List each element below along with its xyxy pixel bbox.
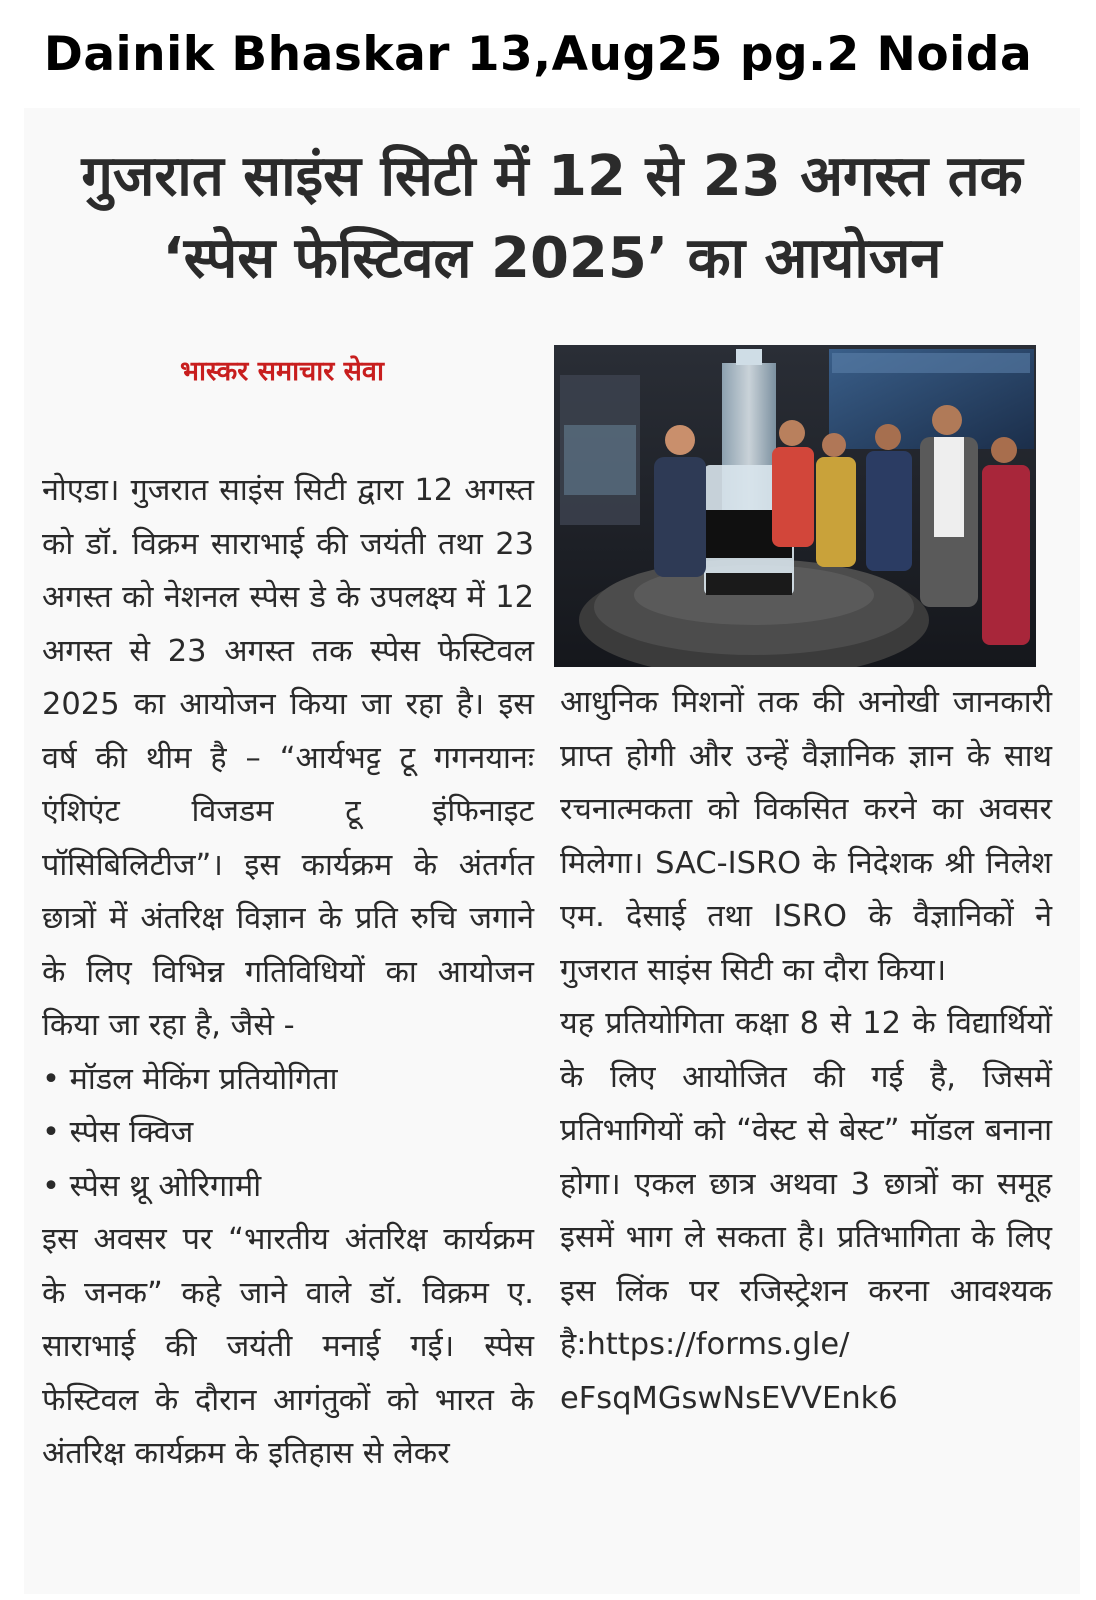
headline-line-2: ‘स्पेस फेस्टिवल 2025’ का आयोजन (162, 226, 942, 291)
byline: भास्कर समाचार सेवा (180, 356, 384, 387)
headline-line-1: गुजरात साइंस सिटी में 12 से 23 अगस्त तक (81, 144, 1023, 209)
activity-item: • स्पेस थ्रू ओरिगामी (42, 1168, 262, 1204)
clipping-source-header (0, 0, 1096, 108)
left-column (42, 464, 534, 1481)
article-paragraph-1: नोएडा। गुजरात साइंस सिटी द्वारा 12 अगस्त को डॉ. विक्रम साराभाई की जयंती तथा 23 अगस्त को नेशनल स्पेस डे के उपलक्ष्य में 12 अगस्त से 23 अगस्त तक स्पेस फेस्टिवल 2025 का आयोजन किया जा रहा है। इस वर्ष की थीम है – “आर्यभट्ट टू गगनयानः एंशिएंट विजडम टू इंफिनाइट पॉसिबिलिटीज”। इस कार्यक्रम के अंतर्गत छात्रों में अंतरिक्ष विज्ञान के प्रति रुचि जगाने के लिए विभिन्न गतिविधियों का आयोजन किया जा रहा है, जैसे - (42, 473, 534, 1043)
article-paragraph-3: आधुनिक मिशनों तक की अनोखी जानकारी प्राप्त होगी और उन्हें वैज्ञानिक ज्ञान के साथ रचनात्मकता को विकसित करने का अवसर मिलेगा। SAC-ISRO के निदेशक श्री निलेश एम. देसाई तथा ISRO के वैज्ञानिकों ने गुजरात साइंस सिटी का दौरा किया। (560, 685, 1052, 988)
article-paragraph-2: इस अवसर पर “भारतीय अंतरिक्ष कार्यक्रम के जनक” कहे जाने वाले डॉ. विक्रम ए. साराभाई की जयंती मनाई गई। स्पेस फेस्टिवल के दौरान आगंतुकों को भारत के अंतरिक्ष कार्यक्रम के इतिहास से लेकर (42, 1222, 534, 1471)
source-caption: Dainik Bhaskar 13,Aug25 pg.2 Noida (43, 26, 1033, 82)
activity-item: • मॉडल मेकिंग प्रतियोगिता (42, 1061, 338, 1097)
activity-list (42, 1053, 534, 1214)
right-column (560, 676, 1052, 1425)
article-photo (554, 345, 1036, 667)
newspaper-clipping (24, 108, 1080, 1594)
activity-item: • स्पेस क्विज (42, 1115, 194, 1150)
headline (24, 136, 1080, 300)
article-paragraph-4: यह प्रतियोगिता कक्षा 8 से 12 के विद्यार्थियों के लिए आयोजित की गई है, जिसमें प्रतिभागियों को “वेस्ट से बेस्ट” मॉडल बनाना होगा। एकल छात्र अथवा 3 छात्रों का समूह इसमें भाग ले सकता है। प्रतिभागिता के लिए इस लिंक पर रजिस्ट्रेशन करना आवश्यक है:https://forms.gle/ eFsqMGswNsEVVEnk6 (560, 1006, 1052, 1416)
exhibit-photo-illustration (554, 345, 1036, 667)
